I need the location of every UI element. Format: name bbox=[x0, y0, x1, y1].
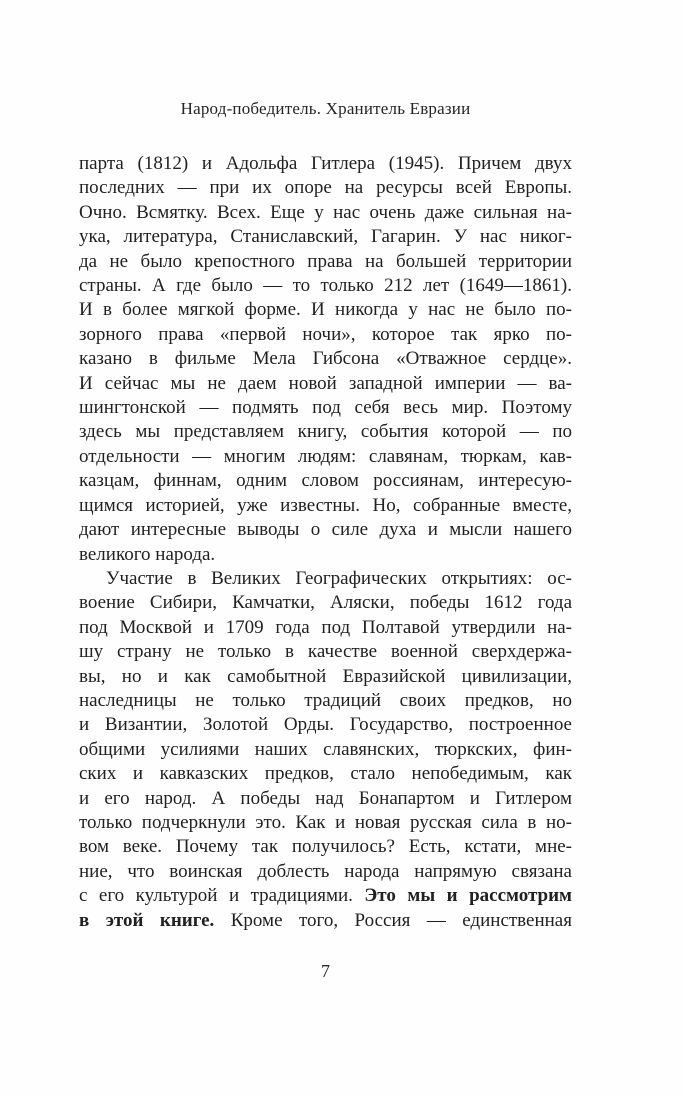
text-line bbox=[79, 225, 572, 249]
text-segment: с его культурой и традициями. bbox=[79, 885, 365, 907]
text-segment: ских и кавказских предков, стало непобедимым, как bbox=[79, 763, 572, 785]
text-segment: Кроме того, Россия — единственная bbox=[214, 909, 572, 931]
text-line bbox=[79, 250, 572, 274]
text-line bbox=[79, 469, 572, 493]
text-line bbox=[79, 372, 572, 396]
text-segment: последних — при их опоре на ресурсы всей Европы. bbox=[79, 177, 572, 199]
bold-emphasis: в этой книге. bbox=[79, 909, 215, 931]
text-line bbox=[79, 396, 572, 420]
text-line bbox=[79, 543, 572, 567]
text-segment: казано в фильме Мела Гибсона «Отважное сердце». bbox=[79, 348, 572, 370]
text-line bbox=[79, 201, 572, 225]
text-line bbox=[79, 640, 572, 664]
text-segment: И сейчас мы не даем новой западной империи — ва- bbox=[79, 372, 572, 394]
text-segment: Участие в Великих Географических открытиях: ос- bbox=[106, 567, 572, 589]
page-number: 7 bbox=[321, 961, 330, 981]
text-segment: Очно. Всмятку. Всех. Еще у нас очень даже сильная на- bbox=[79, 201, 572, 223]
running-header: Народ-победитель. Хранитель Евразии bbox=[180, 99, 471, 118]
text-segment: И в более мягкой форме. И никогда у нас не было по- bbox=[79, 299, 572, 321]
text-line bbox=[79, 274, 572, 298]
text-line bbox=[79, 298, 572, 322]
text-segment: воение Сибири, Камчатки, Аляски, победы 1612 года bbox=[79, 592, 572, 614]
text-line bbox=[79, 152, 572, 176]
text-line bbox=[79, 811, 572, 835]
text-segment: великого народа. bbox=[79, 543, 216, 565]
text-segment: зорного права «первой ночи», которое так ярко по- bbox=[79, 323, 572, 345]
text-segment: и его народ. А победы над Бонапартом и Гитлером bbox=[79, 787, 572, 809]
text-segment: да не было крепостного права на большей территории bbox=[79, 250, 572, 272]
text-line bbox=[79, 665, 572, 689]
text-line bbox=[79, 323, 572, 347]
text-line bbox=[79, 567, 572, 591]
bold-emphasis: Это мы и рассмотрим bbox=[364, 885, 572, 907]
text-segment: шу страну не только в качестве военной сверхдержа- bbox=[79, 641, 572, 663]
text-line bbox=[79, 689, 572, 713]
body-text bbox=[79, 152, 572, 933]
text-segment: здесь мы представляем книгу, события которой — по bbox=[79, 421, 572, 443]
text-line bbox=[79, 860, 572, 884]
text-line bbox=[79, 835, 572, 859]
text-line bbox=[79, 518, 572, 542]
text-segment: парта (1812) и Адольфа Гитлера (1945). Причем двух bbox=[79, 153, 572, 174]
text-segment: отдельности — многим людям: славянам, тюркам, кав- bbox=[79, 445, 572, 467]
paragraph bbox=[79, 152, 572, 567]
text-segment: казцам, финнам, одним словом россиянам, интересую- bbox=[79, 470, 572, 492]
text-line bbox=[79, 713, 572, 737]
text-segment: под Москвой и 1709 года под Полтавой утвердили на- bbox=[79, 616, 572, 638]
text-segment: ние, что воинская доблесть народа напрямую связана bbox=[79, 860, 572, 882]
text-line bbox=[79, 494, 572, 518]
text-line bbox=[79, 591, 572, 615]
text-line bbox=[79, 445, 572, 469]
text-line bbox=[79, 176, 572, 200]
text-segment: страны. А где было — то только 212 лет (1649—1861). bbox=[79, 275, 572, 297]
paragraph bbox=[79, 567, 572, 933]
text-line bbox=[79, 347, 572, 371]
text-segment: наследницы не только традиций своих предков, но bbox=[79, 689, 572, 711]
text-line bbox=[79, 787, 572, 811]
text-segment: вом веке. Почему так получилось? Есть, кстати, мне- bbox=[79, 836, 572, 858]
text-line bbox=[79, 420, 572, 444]
text-segment: дают интересные выводы о силе духа и мысли нашего bbox=[79, 519, 572, 541]
text-segment: шингтонской — подмять под себя весь мир. Поэтому bbox=[79, 397, 572, 419]
text-segment: ука, литература, Станиславский, Гагарин. У нас никог- bbox=[79, 226, 572, 248]
text-line bbox=[79, 616, 572, 640]
text-line bbox=[79, 762, 572, 786]
text-segment: вы, но и как самобытной Евразийской цивилизации, bbox=[79, 665, 572, 687]
text-segment: только подчеркнули это. Как и новая русская сила в но- bbox=[79, 811, 572, 833]
text-segment: и Византии, Золотой Орды. Государство, построенное bbox=[79, 714, 572, 736]
text-column bbox=[79, 0, 572, 982]
text-line bbox=[79, 884, 572, 908]
text-line bbox=[79, 909, 572, 933]
text-line bbox=[79, 738, 572, 762]
text-segment: щимся историей, уже известны. Но, собранные вместе, bbox=[79, 494, 572, 516]
text-segment: общими усилиями наших славянских, тюркских, фин- bbox=[79, 738, 572, 760]
